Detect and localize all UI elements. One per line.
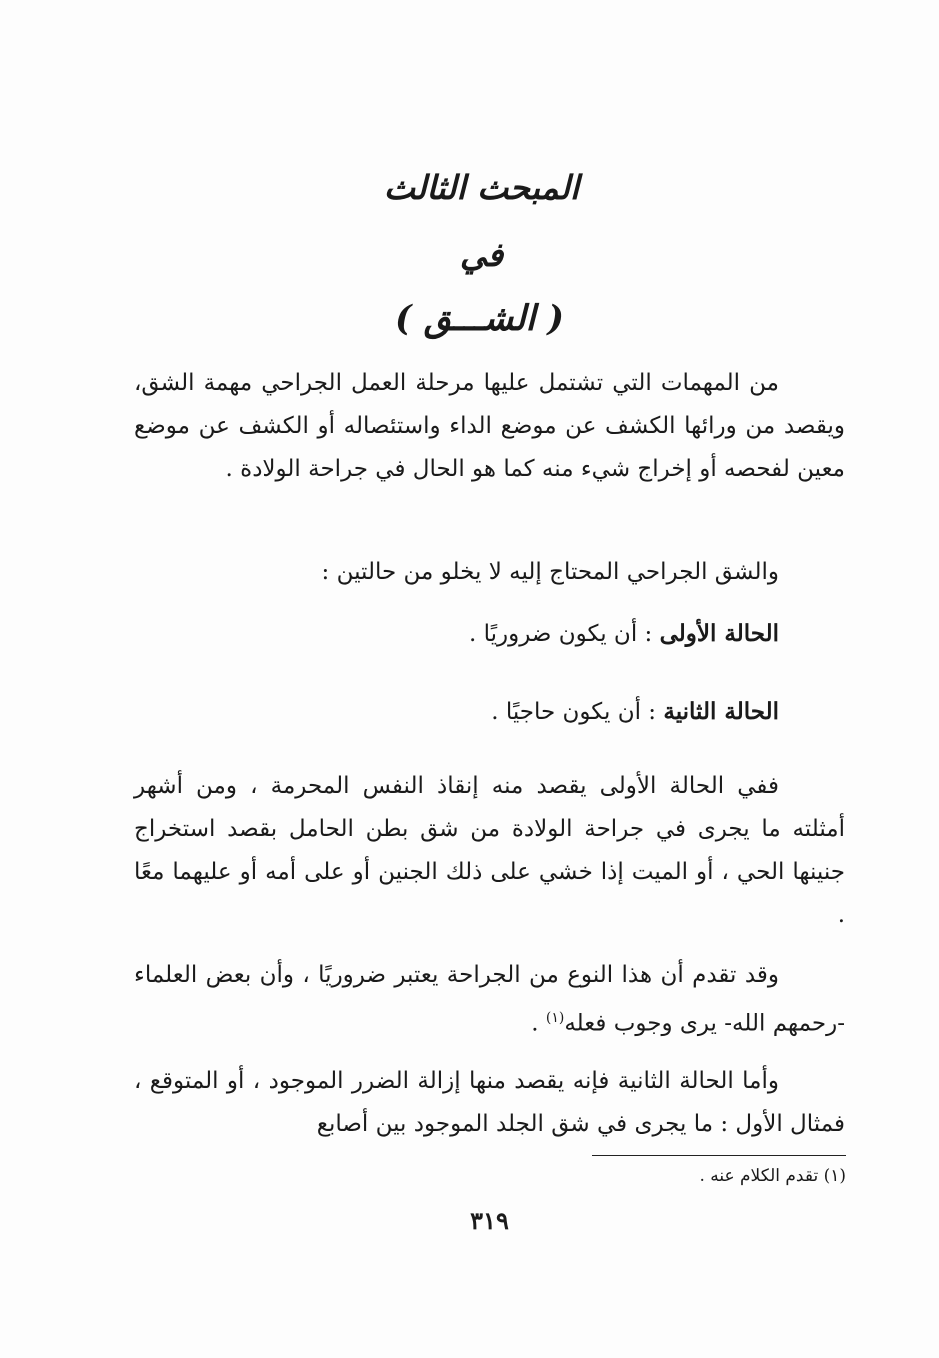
footnote-divider: [592, 1155, 846, 1156]
footnote-reference: (١): [545, 1010, 565, 1026]
intro-paragraph: [134, 362, 845, 491]
case-one-detail-text: ففي الحالة الأولى يقصد منه إنقاذ النفس المحرمة ، ومن أشهر أمثلته ما يجرى في جراحة الولادة من شق بطن الحامل بقصد استخراج جنينها الحي ، أو الميت إذا خشي على ذلك الجنين أو على أمه أو عليهما معًا .: [134, 773, 845, 928]
case-two-label: الحالة الثانية: [663, 698, 779, 725]
section-subject: ( الشـــق ): [394, 298, 565, 339]
intro-text: من المهمات التي تشتمل عليها مرحلة العمل الجراحي مهمة الشق، ويقصد من ورائها الكشف عن موضع الداء واستئصاله أو الكشف عن موضع معين لفحصه أو إخراج شيء منه كما هو الحال في جراحة الولادة .: [134, 370, 845, 482]
case-one-line: [134, 612, 845, 656]
footnote: (١) تقدم الكلام عنه .: [699, 1166, 846, 1186]
previously-paragraph: [134, 954, 845, 1046]
case-one-label: الحالة الأولى: [659, 620, 779, 647]
section-title: المبحث الثالث: [383, 168, 580, 207]
section-title-fi: في: [459, 235, 504, 274]
case-one-detail-paragraph: [134, 765, 845, 937]
case-two-line: [134, 690, 845, 734]
case-two-text: : أن يكون حاجيًا .: [491, 699, 664, 725]
page-number: ٣١٩: [470, 1206, 509, 1235]
cases-intro-paragraph: [134, 551, 845, 594]
case-one-text: : أن يكون ضروريًا .: [468, 621, 660, 647]
previously-text: وقد تقدم أن هذا النوع من الجراحة يعتبر ضروريًا ، وأن بعض العلماء -رحمهم الله- يرى وجوب فعله: [134, 962, 845, 1037]
case-two-detail-text: وأما الحالة الثانية فإنه يقصد منها إزالة الضرر الموجود ، أو المتوقع ، فمثال الأول : ما يجرى في شق الجلد الموجود بين أصابع: [134, 1068, 845, 1137]
cases-intro-text: والشق الجراحي المحتاج إليه لا يخلو من حالتين :: [321, 559, 779, 585]
previously-end: .: [531, 1010, 546, 1037]
case-two-detail-paragraph: [134, 1060, 845, 1146]
